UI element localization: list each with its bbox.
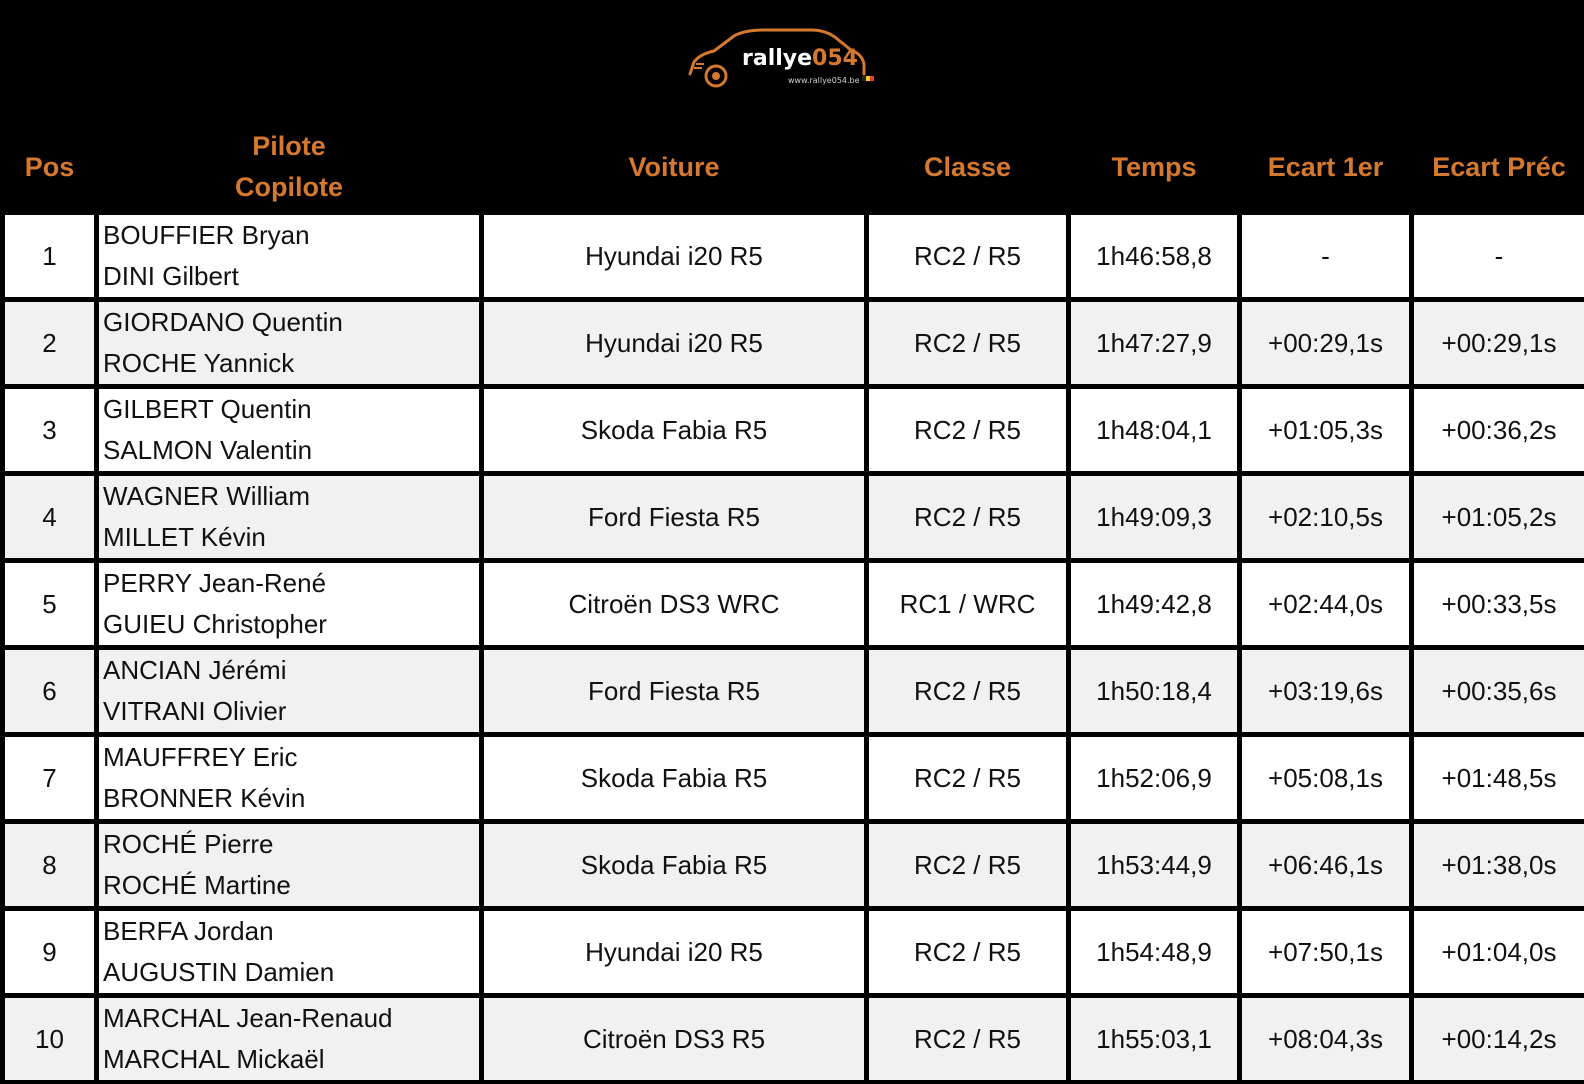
table-row <box>3 561 1584 648</box>
cell-crew <box>97 474 482 561</box>
cell-pos: 4 <box>3 474 97 561</box>
table-row <box>3 996 1584 1083</box>
cell-voiture: Skoda Fabia R5 <box>482 387 867 474</box>
cell-voiture: Hyundai i20 R5 <box>482 300 867 387</box>
table-row <box>3 474 1584 561</box>
header-ecart-prec: Ecart Préc <box>1412 124 1584 213</box>
table-row <box>3 648 1584 735</box>
cell-classe: RC2 / R5 <box>867 387 1069 474</box>
copilote-name: MILLET Kévin <box>103 522 266 552</box>
cell-crew <box>97 387 482 474</box>
cell-ecart-1er: - <box>1240 213 1412 300</box>
cell-classe: RC2 / R5 <box>867 213 1069 300</box>
cell-ecart-prec: +00:29,1s <box>1412 300 1584 387</box>
header-pilote: Pilote <box>252 131 326 161</box>
pilote-name: BOUFFIER Bryan <box>103 220 310 250</box>
cell-ecart-prec: +00:36,2s <box>1412 387 1584 474</box>
cell-ecart-prec: +00:35,6s <box>1412 648 1584 735</box>
header-temps: Temps <box>1069 124 1240 213</box>
pilote-name: ANCIAN Jérémi <box>103 655 287 685</box>
cell-classe: RC1 / WRC <box>867 561 1069 648</box>
cell-ecart-prec: +01:38,0s <box>1412 822 1584 909</box>
cell-temps: 1h49:09,3 <box>1069 474 1240 561</box>
pilote-name: GIORDANO Quentin <box>103 307 343 337</box>
table-row <box>3 387 1584 474</box>
cell-crew <box>97 300 482 387</box>
copilote-name: ROCHÉ Martine <box>103 870 291 900</box>
cell-crew <box>97 822 482 909</box>
header-pos: Pos <box>3 124 97 213</box>
cell-temps: 1h48:04,1 <box>1069 387 1240 474</box>
results-table-header <box>3 124 1584 213</box>
cell-voiture: Hyundai i20 R5 <box>482 909 867 996</box>
table-row <box>3 735 1584 822</box>
cell-ecart-1er: +02:10,5s <box>1240 474 1412 561</box>
cell-pos: 5 <box>3 561 97 648</box>
cell-ecart-1er: +02:44,0s <box>1240 561 1412 648</box>
pilote-name: PERRY Jean-René <box>103 568 327 598</box>
cell-pos: 6 <box>3 648 97 735</box>
cell-pos: 2 <box>3 300 97 387</box>
pilote-name: MAUFFREY Eric <box>103 742 298 772</box>
cell-ecart-prec: +01:48,5s <box>1412 735 1584 822</box>
cell-ecart-1er: +01:05,3s <box>1240 387 1412 474</box>
cell-pos: 1 <box>3 213 97 300</box>
cell-temps: 1h53:44,9 <box>1069 822 1240 909</box>
cell-ecart-1er: +05:08,1s <box>1240 735 1412 822</box>
cell-voiture: Hyundai i20 R5 <box>482 213 867 300</box>
logo-url: www.rallye054.be <box>788 76 860 85</box>
copilote-name: VITRANI Olivier <box>103 696 287 726</box>
cell-pos: 9 <box>3 909 97 996</box>
table-row <box>3 822 1584 909</box>
copilote-name: AUGUSTIN Damien <box>103 957 335 987</box>
cell-temps: 1h46:58,8 <box>1069 213 1240 300</box>
results-table-body <box>3 213 1584 1083</box>
cell-pos: 8 <box>3 822 97 909</box>
cell-crew <box>97 735 482 822</box>
cell-voiture: Citroën DS3 WRC <box>482 561 867 648</box>
header-pilot-copilot <box>97 124 482 213</box>
cell-voiture: Ford Fiesta R5 <box>482 474 867 561</box>
table-row <box>3 300 1584 387</box>
table-row <box>3 909 1584 996</box>
cell-ecart-1er: +03:19,6s <box>1240 648 1412 735</box>
copilote-name: BRONNER Kévin <box>103 783 306 813</box>
cell-classe: RC2 / R5 <box>867 735 1069 822</box>
cell-temps: 1h49:42,8 <box>1069 561 1240 648</box>
pilote-name: GILBERT Quentin <box>103 394 312 424</box>
table-row <box>3 213 1584 300</box>
cell-ecart-prec: - <box>1412 213 1584 300</box>
cell-ecart-1er: +07:50,1s <box>1240 909 1412 996</box>
cell-classe: RC2 / R5 <box>867 909 1069 996</box>
cell-classe: RC2 / R5 <box>867 474 1069 561</box>
copilote-name: MARCHAL Mickaël <box>103 1044 325 1074</box>
pilote-name: ROCHÉ Pierre <box>103 829 274 859</box>
copilote-name: SALMON Valentin <box>103 435 313 465</box>
pilote-name: BERFA Jordan <box>103 916 274 946</box>
cell-temps: 1h50:18,4 <box>1069 648 1240 735</box>
cell-crew <box>97 648 482 735</box>
cell-ecart-prec: +00:33,5s <box>1412 561 1584 648</box>
cell-ecart-1er: +00:29,1s <box>1240 300 1412 387</box>
copilote-name: ROCHE Yannick <box>103 348 295 378</box>
header-voiture: Voiture <box>482 124 867 213</box>
cell-voiture: Skoda Fabia R5 <box>482 822 867 909</box>
rallye054-logo <box>686 24 886 94</box>
cell-temps: 1h54:48,9 <box>1069 909 1240 996</box>
cell-crew <box>97 909 482 996</box>
header-ecart-1er: Ecart 1er <box>1240 124 1412 213</box>
cell-ecart-prec: +00:14,2s <box>1412 996 1584 1083</box>
cell-classe: RC2 / R5 <box>867 648 1069 735</box>
header-copilote: Copilote <box>235 172 343 202</box>
cell-crew <box>97 561 482 648</box>
cell-pos: 3 <box>3 387 97 474</box>
cell-temps: 1h47:27,9 <box>1069 300 1240 387</box>
cell-pos: 10 <box>3 996 97 1083</box>
cell-voiture: Citroën DS3 R5 <box>482 996 867 1083</box>
cell-ecart-prec: +01:05,2s <box>1412 474 1584 561</box>
cell-ecart-prec: +01:04,0s <box>1412 909 1584 996</box>
cell-ecart-1er: +06:46,1s <box>1240 822 1412 909</box>
cell-voiture: Skoda Fabia R5 <box>482 735 867 822</box>
cell-classe: RC2 / R5 <box>867 822 1069 909</box>
cell-classe: RC2 / R5 <box>867 300 1069 387</box>
pilote-name: WAGNER William <box>103 481 311 511</box>
pilote-name: MARCHAL Jean-Renaud <box>103 1003 393 1033</box>
cell-crew <box>97 213 482 300</box>
header-row <box>3 124 1584 213</box>
cell-temps: 1h52:06,9 <box>1069 735 1240 822</box>
cell-temps: 1h55:03,1 <box>1069 996 1240 1083</box>
logo-wordmark: rallye054 <box>742 46 858 71</box>
cell-crew <box>97 996 482 1083</box>
copilote-name: GUIEU Christopher <box>103 609 327 639</box>
results-table <box>0 124 1584 1084</box>
cell-ecart-1er: +08:04,3s <box>1240 996 1412 1083</box>
header-classe: Classe <box>867 124 1069 213</box>
cell-voiture: Ford Fiesta R5 <box>482 648 867 735</box>
cell-classe: RC2 / R5 <box>867 996 1069 1083</box>
cell-pos: 7 <box>3 735 97 822</box>
copilote-name: DINI Gilbert <box>103 261 239 291</box>
